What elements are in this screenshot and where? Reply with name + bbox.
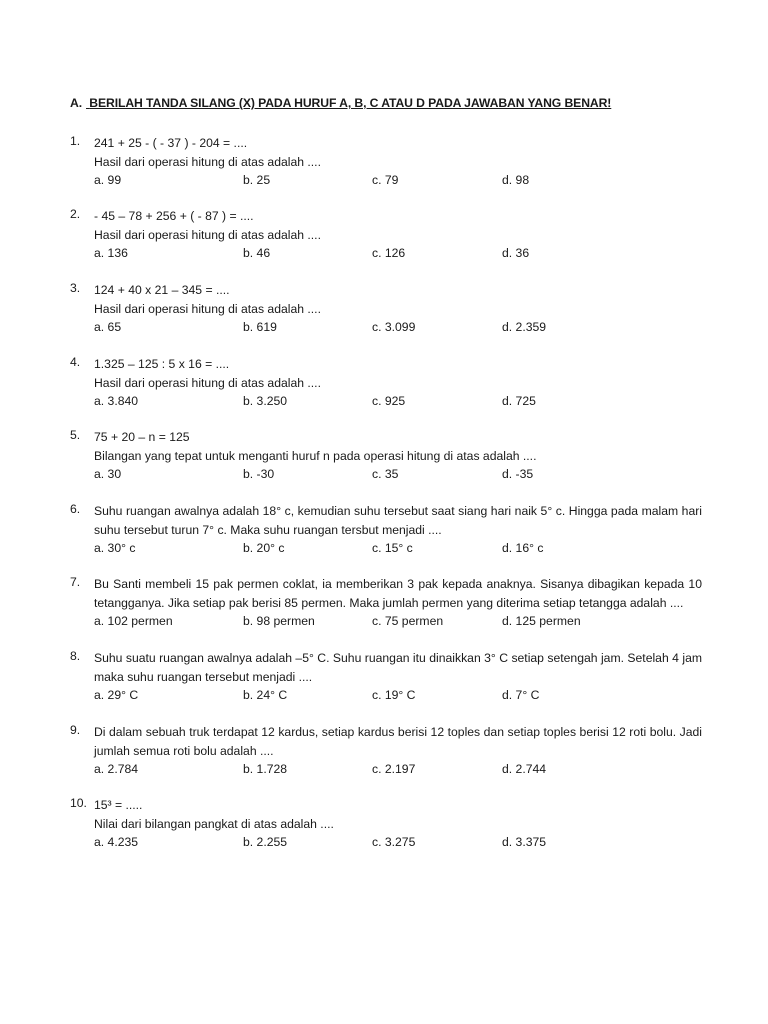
section-heading: [70, 96, 611, 110]
option-d[interactable]: d. 98: [502, 173, 530, 187]
answer-options: [94, 612, 702, 631]
answer-options: [94, 760, 702, 779]
answer-options: [94, 392, 702, 411]
question-number: 5.: [70, 428, 81, 442]
question-prompt: Hasil dari operasi hitung di atas adalah ....: [94, 301, 321, 316]
question-body: [94, 649, 702, 705]
option-c[interactable]: c. 126: [372, 246, 406, 260]
section-letter: A.: [70, 96, 82, 110]
option-d[interactable]: d. 36: [502, 246, 530, 260]
question-number: 4.: [70, 355, 81, 369]
option-c[interactable]: c. 35: [372, 467, 399, 481]
answer-options: [94, 171, 702, 190]
option-b[interactable]: b. 3.250: [243, 394, 288, 408]
question-number: 10.: [70, 796, 87, 810]
question-body: [94, 502, 702, 558]
option-a[interactable]: a. 2.784: [94, 762, 139, 776]
question-body: [94, 723, 702, 779]
question-number: 7.: [70, 575, 81, 589]
option-d[interactable]: d. 2.359: [502, 320, 547, 334]
option-d[interactable]: d. 16° c: [502, 541, 544, 555]
answer-options: [94, 318, 702, 337]
section-title: BERILAH TANDA SILANG (X) PADA HURUF A, B, C ATAU D PADA JAWABAN YANG BENAR!: [89, 96, 612, 110]
answer-options: [94, 539, 702, 558]
option-c[interactable]: c. 75 permen: [372, 614, 444, 628]
question-text-line-2: suhu tersebut turun 7° c. Maka suhu ruangan tersbut menjadi ....: [94, 522, 442, 537]
question-number: 1.: [70, 134, 81, 148]
option-d[interactable]: d. 3.375: [502, 835, 547, 849]
option-b[interactable]: b. 1.728: [243, 762, 288, 776]
question-expression: - 45 – 78 + 256 + ( - 87 ) = ....: [94, 209, 254, 223]
option-a[interactable]: a. 102 permen: [94, 614, 173, 628]
question-text-line-2: maka suhu ruangan tersebut menjadi ....: [94, 669, 313, 684]
question-body: [94, 355, 702, 411]
question-number: 3.: [70, 281, 81, 295]
question-text-line-1: Suhu suatu ruangan awalnya adalah –5° C. Suhu ruangan itu dinaikkan 3° C setiap setengah jam. Setelah 4 jam: [94, 651, 702, 665]
option-d[interactable]: d. 2.744: [502, 762, 547, 776]
question-number: 6.: [70, 502, 81, 516]
question-prompt: Bilangan yang tepat untuk menganti huruf n pada operasi hitung di atas adalah ....: [94, 448, 537, 463]
option-c[interactable]: c. 3.099: [372, 320, 416, 334]
option-b[interactable]: b. -30: [243, 467, 275, 481]
option-d[interactable]: d. 725: [502, 394, 536, 408]
option-a[interactable]: a. 99: [94, 173, 122, 187]
answer-options: [94, 686, 702, 705]
question-text-line-1: Suhu ruangan awalnya adalah 18° c, kemudian suhu tersebut saat siang hari naik 5° c. Hingga pada malam hari: [94, 504, 702, 518]
question-body: [94, 428, 702, 484]
question-body: [94, 134, 702, 190]
question-number: 8.: [70, 649, 81, 663]
question-text-line-2: tetangganya. Jika setiap pak berisi 85 permen. Maka jumlah permen yang diterima setiap tetangga adalah ....: [94, 595, 684, 610]
question-body: [94, 796, 702, 852]
question-expression: 1.325 – 125 : 5 x 16 = ....: [94, 357, 230, 371]
option-d[interactable]: d. -35: [502, 467, 534, 481]
option-b[interactable]: b. 619: [243, 320, 277, 334]
question-expression: 124 + 40 x 21 – 345 = ....: [94, 283, 230, 297]
option-a[interactable]: a. 30: [94, 467, 122, 481]
option-a[interactable]: a. 65: [94, 320, 122, 334]
question-expression: 75 + 20 – n = 125: [94, 430, 190, 444]
question-prompt: Hasil dari operasi hitung di atas adalah ....: [94, 227, 321, 242]
question-number: 2.: [70, 207, 81, 221]
question-expression: 241 + 25 - ( - 37 ) - 204 = ....: [94, 136, 248, 150]
question-text-line-2: jumlah semua roti bolu adalah ....: [94, 743, 274, 758]
option-d[interactable]: d. 125 permen: [502, 614, 581, 628]
option-b[interactable]: b. 24° C: [243, 688, 288, 702]
option-b[interactable]: b. 20° c: [243, 541, 285, 555]
question-prompt: Nilai dari bilangan pangkat di atas adalah ....: [94, 816, 334, 831]
option-c[interactable]: c. 79: [372, 173, 399, 187]
question-body: [94, 207, 702, 263]
option-c[interactable]: c. 925: [372, 394, 406, 408]
option-a[interactable]: a. 136: [94, 246, 128, 260]
option-a[interactable]: a. 30° c: [94, 541, 136, 555]
option-c[interactable]: c. 15° c: [372, 541, 413, 555]
option-b[interactable]: b. 46: [243, 246, 271, 260]
question-prompt: Hasil dari operasi hitung di atas adalah ....: [94, 154, 321, 169]
answer-options: [94, 465, 702, 484]
option-c[interactable]: c. 2.197: [372, 762, 416, 776]
option-b[interactable]: b. 98 permen: [243, 614, 315, 628]
option-a[interactable]: a. 29° C: [94, 688, 139, 702]
question-text-line-1: Bu Santi membeli 15 pak permen coklat, ia memberikan 3 pak kepada anaknya. Sisanya dibagikan kepada 10: [94, 577, 702, 591]
answer-options: [94, 833, 702, 852]
option-b[interactable]: b. 2.255: [243, 835, 288, 849]
option-c[interactable]: c. 3.275: [372, 835, 416, 849]
question-body: [94, 281, 702, 337]
question-prompt: Hasil dari operasi hitung di atas adalah ....: [94, 375, 321, 390]
option-a[interactable]: a. 3.840: [94, 394, 139, 408]
option-c[interactable]: c. 19° C: [372, 688, 416, 702]
answer-options: [94, 244, 702, 263]
question-text-line-1: Di dalam sebuah truk terdapat 12 kardus, setiap kardus berisi 12 toples dan setiap toples berisi 12 roti bolu. Jadi: [94, 725, 702, 739]
option-a[interactable]: a. 4.235: [94, 835, 139, 849]
question-number: 9.: [70, 723, 81, 737]
option-d[interactable]: d. 7° C: [502, 688, 540, 702]
question-body: [94, 575, 702, 631]
option-b[interactable]: b. 25: [243, 173, 271, 187]
question-expression: 15³ = .....: [94, 798, 143, 812]
